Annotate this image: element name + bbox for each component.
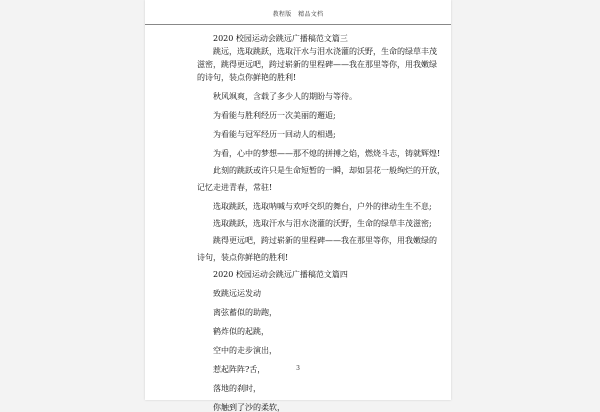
- section-title-4: 2020 校园运动会跳远广播稿范文篇四: [213, 270, 348, 279]
- paragraph-line: 为看，心中的梦想——那不熄的拼搏之焰，燃烧斗志，铸就辉煌!: [213, 149, 441, 158]
- paragraph-line: 跳远，选取跳跃，选取汗水与泪水浇灌的沃野，生命的绿草丰茂: [213, 47, 437, 56]
- page-header: 教程版 精品文档: [272, 11, 324, 18]
- paragraph-line: 选取跳跃，选取汗水与泪水浇灌的沃野，生命的绿草丰茂滋密;: [213, 219, 432, 228]
- poem-line: 鹤炸似的起跳，: [213, 327, 269, 336]
- paragraph-line: 记忆走进青春，常驻!: [197, 183, 273, 192]
- paragraph-line: 此刻的跳跃或许只是生命短暂的一瞬，却如昙花一般绚烂的开放，: [213, 166, 445, 175]
- section-title-3: 2020 校园运动会跳远广播稿范文篇三: [213, 34, 348, 43]
- poem-line: 离弦蓄似的助跑，: [213, 308, 277, 317]
- paragraph-line: 滋密，跳得更远吧，跨过崭新的里程碑——我在那里等你，用我嫩绿: [197, 60, 437, 69]
- paragraph-line: 秋风飒爽，含载了多少人的期盼与等待。: [213, 92, 357, 101]
- paragraph-line: 为看能与胜利经历一次美丽的邂逅;: [213, 111, 336, 120]
- poem-line: 惹起阵阵?舌，: [213, 365, 266, 374]
- page-number: 3: [296, 365, 300, 372]
- header-divider: [145, 24, 451, 25]
- document-page: [145, 0, 451, 412]
- paragraph-line: 为看能与冠军经历一回动人的相遇;: [213, 130, 336, 139]
- poem-line: 落地的刹时，: [213, 384, 261, 393]
- paragraph-line: 的诗句，装点你鲜艳的胜利!: [197, 73, 297, 82]
- paragraph-line: 选取跳跃，选取呐喊与欢呼交织的舞台，户外的律动生生不息;: [213, 202, 432, 211]
- poem-line: 你触到了沙的柔软，: [213, 403, 285, 412]
- paragraph-line: 跳得更远吧，跨过崭新的里程碑——我在那里等你，用我嫩绿的: [213, 236, 437, 245]
- document-body: [197, 34, 445, 412]
- paragraph-line: 诗句，装点你鲜艳的胜利!: [197, 253, 289, 262]
- poem-title: 致跳远运发动: [213, 289, 261, 298]
- poem-line: 空中的走步演出，: [213, 346, 277, 355]
